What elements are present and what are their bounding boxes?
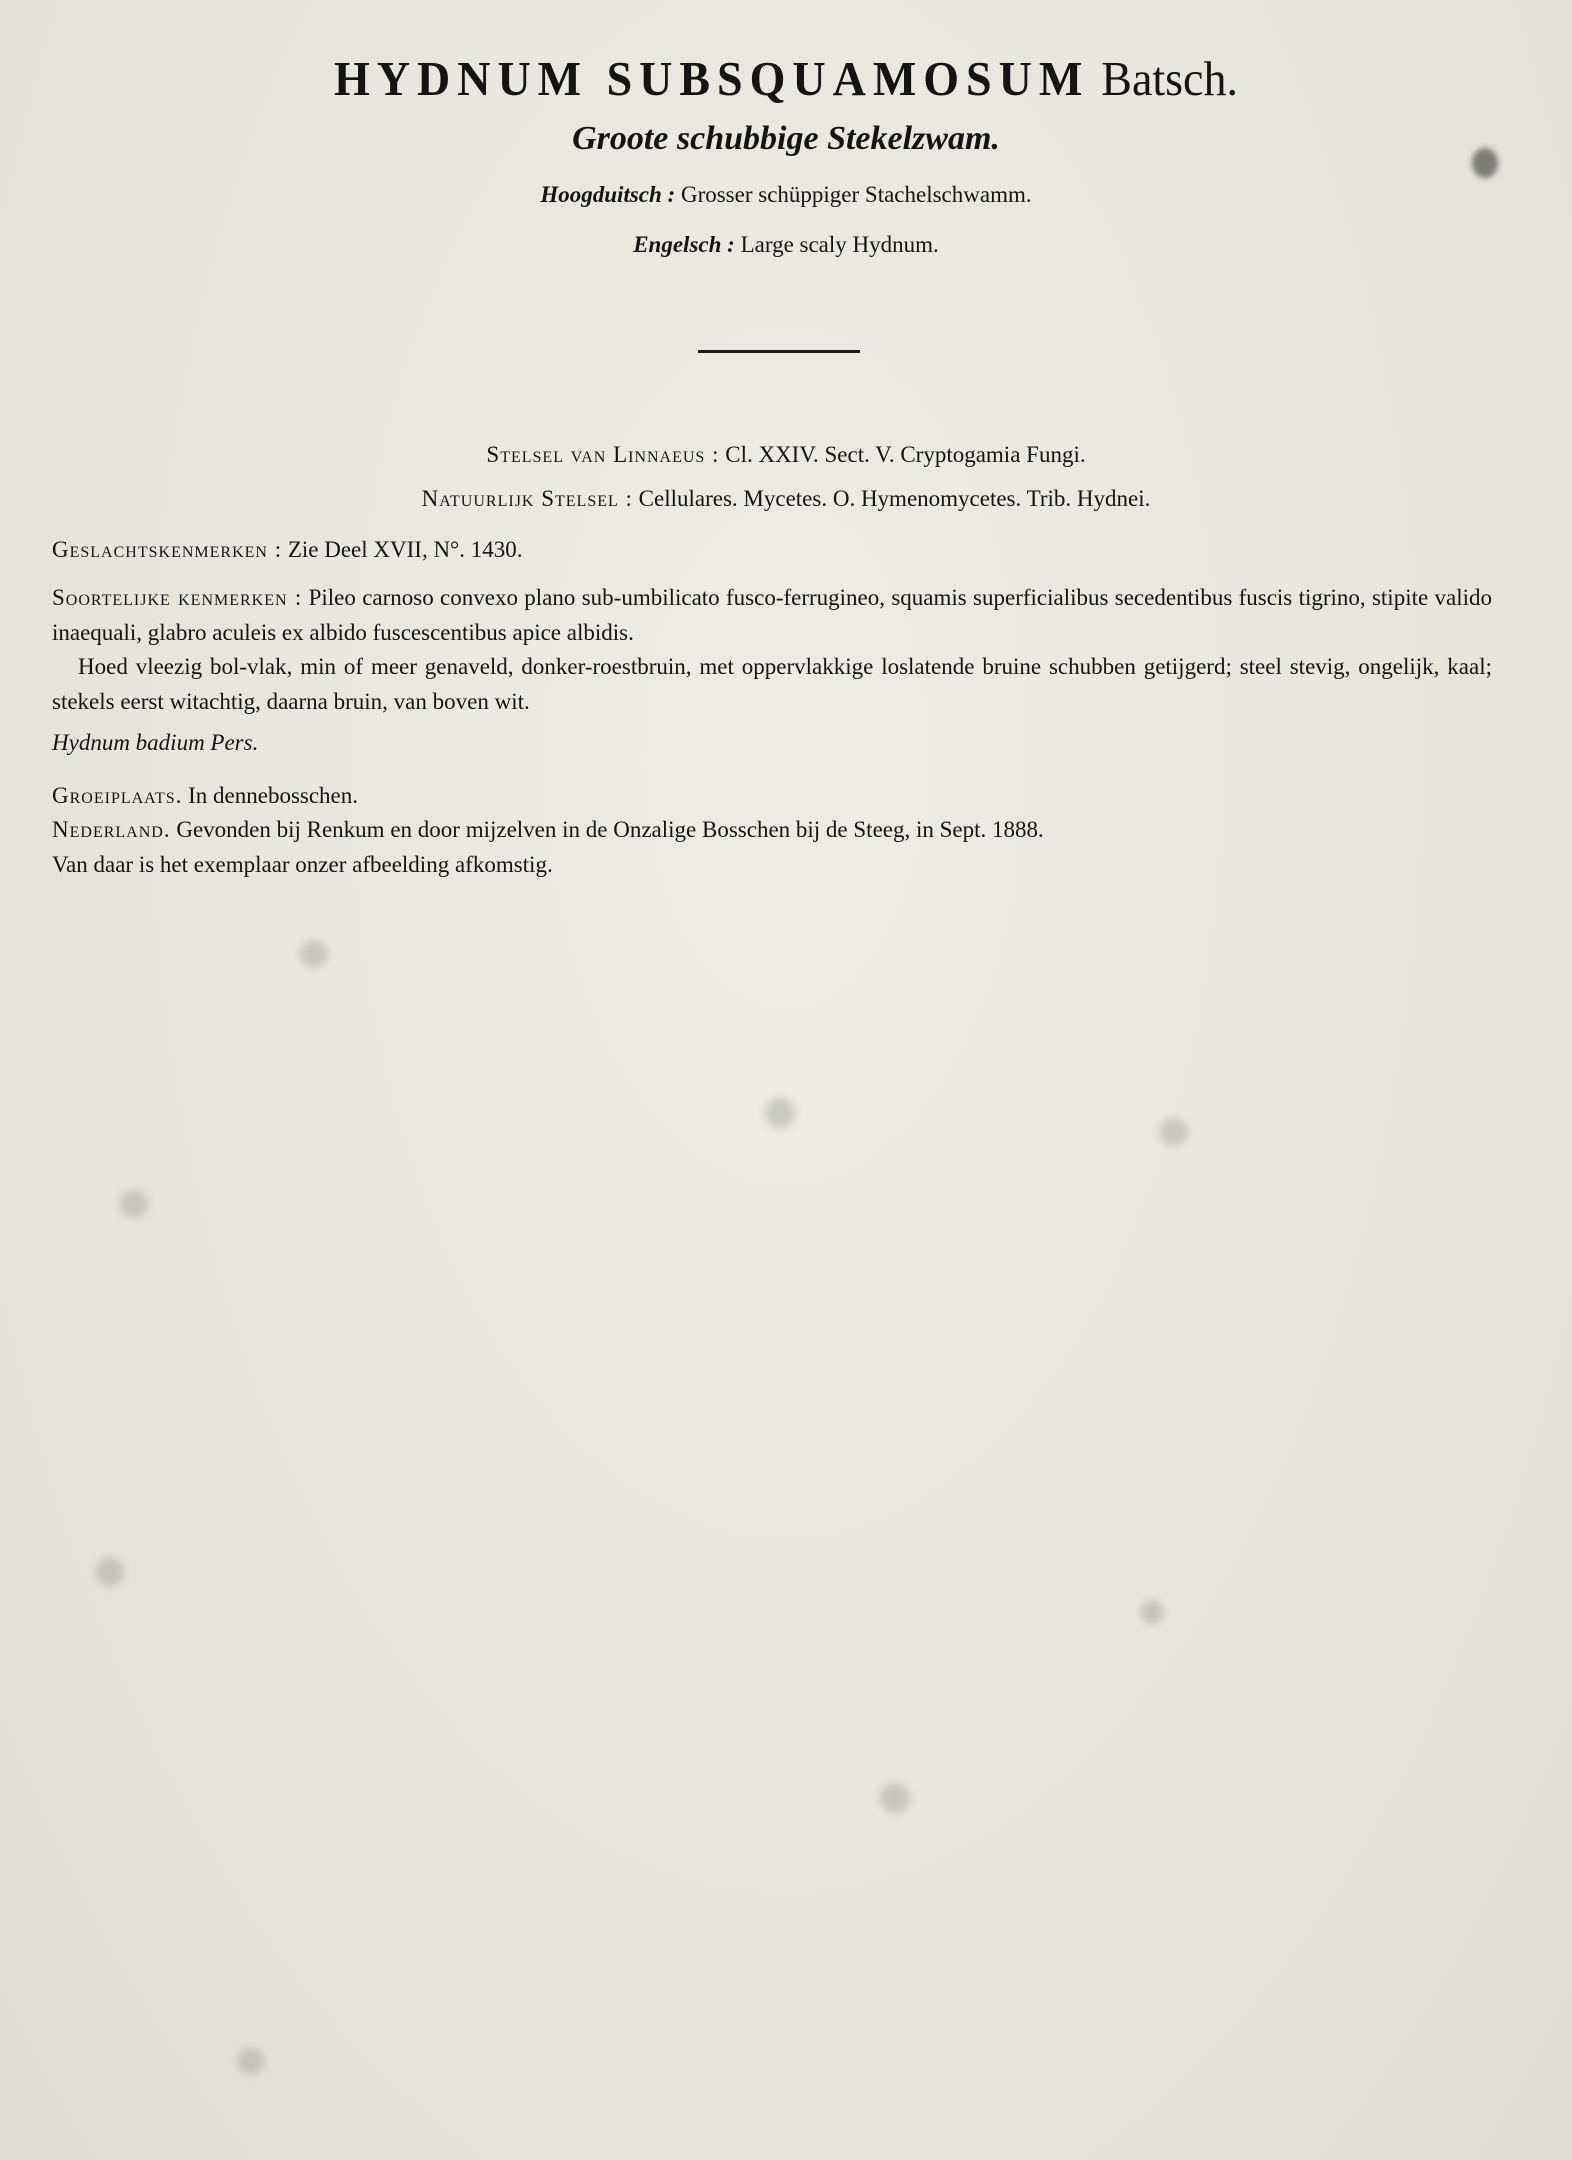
- habitat-paragraph: [52, 778, 1492, 813]
- habitat-value: In dennebosschen.: [188, 783, 359, 808]
- synonym-line: Hydnum badium Pers.: [52, 730, 259, 755]
- paper-spot: [96, 1558, 124, 1586]
- netherlands-line-2: Van daar is het exemplaar onzer afbeelding afkomstig.: [52, 852, 553, 877]
- divider-rule: [698, 350, 860, 353]
- linnaeus-label: Stelsel van Linnaeus :: [486, 442, 720, 467]
- german-label: Hoogduitsch :: [540, 182, 676, 207]
- species-label: Soortelijke kenmerken :: [52, 585, 303, 610]
- paper-spot: [120, 1190, 148, 1218]
- title-author: Batsch.: [1101, 51, 1238, 106]
- genus-characters-paragraph: [52, 532, 1492, 567]
- netherlands-value: Gevonden bij Renkum en door mijzelven in de Onzalige Bosschen bij de Steeg, in Sept. 1888.: [176, 817, 1044, 842]
- species-value: Pileo carnoso convexo plano sub-umbilicato fusco-ferrugineo, squamis superficialibus secedentibus fuscis tigrino, stipite valido inaequali, glabro aculeis ex albido fuscescentibus apice albidis.: [52, 585, 1492, 645]
- german-name: Grosser schüppiger Stachelschwamm.: [680, 182, 1032, 207]
- linnaeus-system-line: [0, 442, 1572, 468]
- dutch-name: Groote schubbige Stekelzwam.: [572, 120, 1000, 157]
- english-name-line: [0, 232, 1572, 258]
- natural-label: Natuurlijk Stelsel :: [421, 486, 633, 511]
- netherlands-line-1: [52, 812, 1492, 847]
- paper-spot: [238, 2048, 264, 2074]
- genus-label: Geslachtskenmerken :: [52, 537, 283, 562]
- paper-spot: [765, 1098, 795, 1128]
- page-title: [0, 51, 1572, 107]
- paper-spot: [1140, 1600, 1164, 1624]
- natural-system-line: [0, 486, 1572, 512]
- genus-value: Zie Deel XVII, N°. 1430.: [287, 537, 523, 562]
- german-name-line: [0, 182, 1572, 208]
- netherlands-paragraph: [52, 812, 1492, 882]
- description-paragraph: Hoed vleezig bol-vlak, min of meer genaveld, donker-roestbruin, met oppervlakkige loslatende bruine schubben getijgerd; steel stevig, ongelijk, kaal; stekels eerst witachtig, daarna bruin, van boven wit.: [52, 654, 1492, 714]
- linnaeus-value: Cl. XXIV. Sect. V. Cryptogamia Fungi.: [725, 442, 1086, 467]
- netherlands-label: Nederland.: [52, 817, 171, 842]
- species-characters-paragraph: [52, 580, 1492, 650]
- title-species: HYDNUM SUBSQUAMOSUM: [334, 51, 1090, 106]
- natural-value: Cellulares. Mycetes. O. Hymenomycetes. Trib. Hydnei.: [638, 486, 1151, 511]
- paper-spot: [1160, 1118, 1188, 1146]
- paper-spot: [880, 1783, 910, 1813]
- paper-spot: [300, 940, 328, 968]
- english-name: Large scaly Hydnum.: [740, 232, 939, 257]
- habitat-label: Groeiplaats.: [52, 783, 183, 808]
- english-label: Engelsch :: [633, 232, 735, 257]
